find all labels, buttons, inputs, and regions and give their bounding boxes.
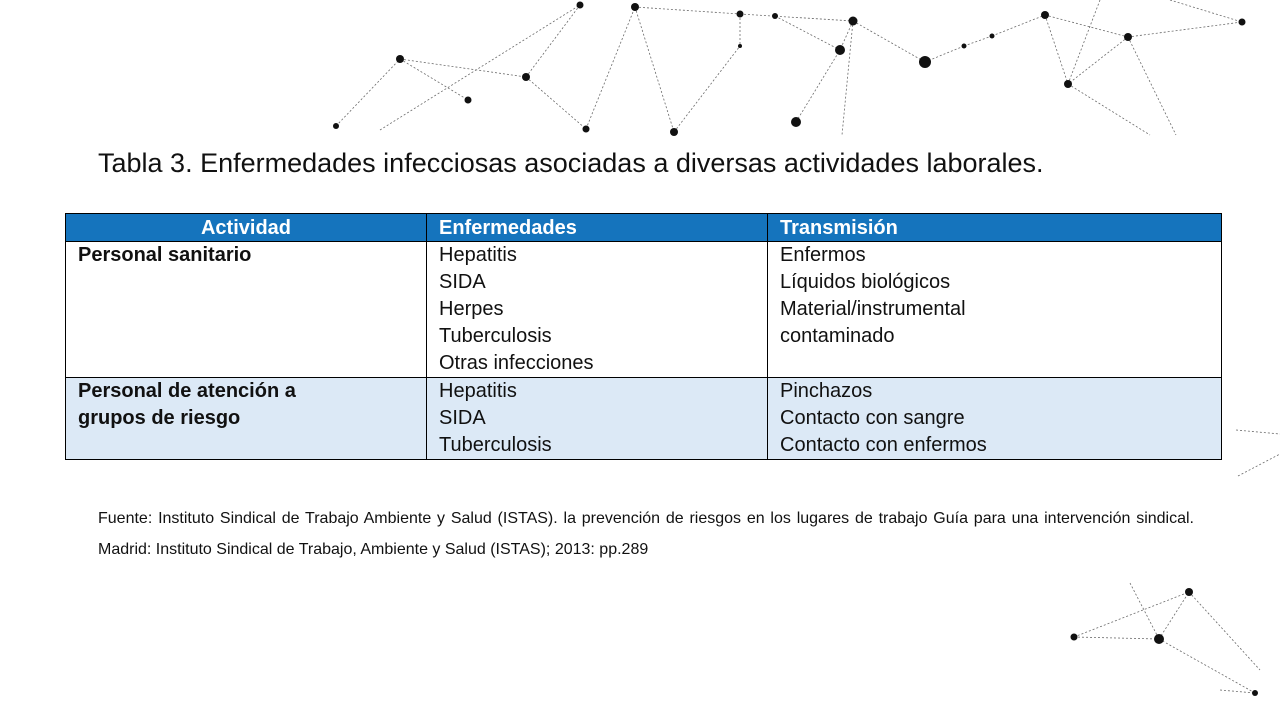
list-item: SIDA [439,271,486,293]
cell-transmision [768,378,1222,460]
network-decoration-top [300,0,1260,140]
list-item: Material/instrumental [780,298,966,320]
cell-actividad [66,242,427,378]
table-header-row [66,214,1222,242]
list-item: Herpes [439,298,504,320]
list-item: contaminado [780,325,895,347]
network-decoration-right [1230,420,1280,480]
cell-enfermedades [427,378,768,460]
list-item: Tuberculosis [439,434,552,456]
source-citation: Fuente: Instituto Sindical de Trabajo Ambiente y Salud (ISTAS). la prevención de riesgos en los lugares de trabajo Guía para una intervención sindical. Madrid: Instituto Sindical de Trabajo, Ambiente y Salud (ISTAS); 2013: pp.289 [98,510,1194,558]
actividad-label: Personal sanitario [78,244,252,266]
network-decoration-bottom [1060,580,1280,720]
table-title: Tabla 3. Enfermedades infecciosas asociadas a diversas actividades laborales. [98,148,1044,178]
cell-actividad [66,378,427,460]
list-item: Hepatitis [439,380,517,402]
list-item: Tuberculosis [439,325,552,347]
header-actividad: Actividad [66,214,427,242]
table-row [66,378,1222,460]
list-item: Pinchazos [780,380,873,402]
list-item: Contacto con enfermos [780,434,987,456]
header-transmision: Transmisión [768,214,1222,242]
header-enfermedades: Enfermedades [427,214,768,242]
list-item: Hepatitis [439,244,517,266]
diseases-table [65,213,1222,460]
list-item: Contacto con sangre [780,407,965,429]
table-row [66,242,1222,378]
cell-transmision [768,242,1222,378]
list-item: Enfermos [780,244,866,266]
actividad-label: Personal de atención a grupos de riesgo [78,380,296,429]
list-item: Líquidos biológicos [780,271,951,293]
cell-enfermedades [427,242,768,378]
list-item: Otras infecciones [439,352,594,374]
list-item: SIDA [439,407,486,429]
